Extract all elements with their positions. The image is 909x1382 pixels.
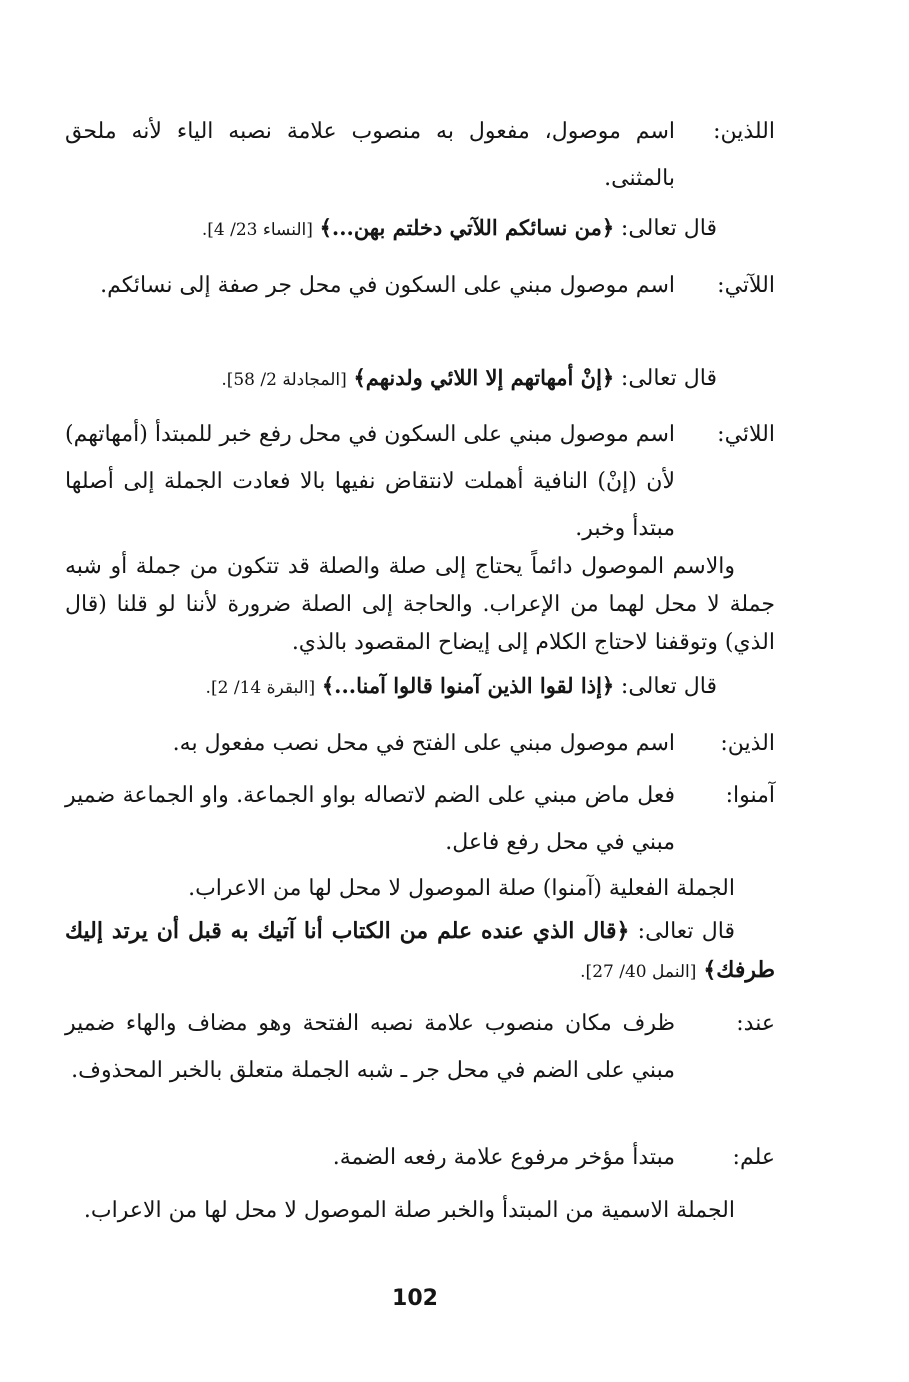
entry-term: اللائي:	[717, 422, 775, 447]
entry-definition: مبتدأ مؤخر مرفوع علامة رفعه الضمة.	[332, 1145, 675, 1170]
entry-term: الذين:	[720, 731, 775, 756]
quran-verse-baqara	[206, 668, 717, 706]
entry-term: آمنوا:	[725, 783, 775, 808]
paragraph-mawsul: والاسم الموصول دائماً يحتاج إلى صلة والصلة قد تتكون من جملة أو شبه جملة لا محل لهما من الإعراب. والحاجة إلى الصلة ضرورة لأننا لو قلنا (قال الذي) وتوقفنا لاحتاج الكلام إلى إيضاح المقصود بالذي.	[65, 554, 775, 655]
verse-reference: [المجادلة 2/ 58].	[221, 370, 347, 390]
verse-quote: ﴿قال الذي عنده علم من الكتاب أنا آتيك به قبل أن يرتد إليك طرفك﴾	[65, 918, 775, 983]
verse-reference: [البقرة 14/ 2].	[205, 678, 316, 698]
entry-term: اللذين:	[713, 119, 775, 144]
verse-reference: [النمل 40/ 27].	[580, 962, 697, 982]
verse-lead: قال تعالى:	[620, 674, 717, 699]
entry-definition: اسم موصول مبني على السكون في محل رفع خبر للمبتدأ (أمهاتهم) لأن (إنْ) النافية أهملت لانتقاض نفيها بالا فعادت الجملة إلى أصلها مبتدأ وخبر.	[65, 422, 675, 541]
verse-quote: ﴿من نسائكم اللآتي دخلتم بهن...﴾	[319, 215, 615, 240]
entry-allati	[65, 262, 775, 309]
quran-verse-mujadila	[221, 360, 717, 398]
page-number: 102	[392, 1286, 438, 1311]
entry-alladhayn	[65, 108, 775, 202]
entry-ilm	[65, 1134, 775, 1181]
verse-quote: ﴿إذا لقوا الذين آمنوا قالوا آمنا...﴾	[321, 673, 615, 698]
entry-inda	[65, 1000, 775, 1094]
paragraph-ismiya: الجملة الاسمية من المبتدأ والخبر صلة الموصول لا محل لها من الاعراب.	[83, 1198, 735, 1223]
verse-lead: قال تعالى:	[620, 216, 717, 241]
entry-term: علم:	[732, 1145, 775, 1170]
entry-definition: اسم موصول مبني على السكون في محل جر صفة إلى نسائكم.	[100, 273, 675, 298]
entry-definition: اسم موصول مبني على الفتح في محل نصب مفعول به.	[172, 731, 675, 756]
entry-allaei	[65, 411, 775, 552]
verse-reference: [النساء 23/ 4].	[201, 220, 313, 240]
paragraph-fi3liya: الجملة الفعلية (آمنوا) صلة الموصول لا محل لها من الاعراب.	[188, 876, 735, 901]
entry-term: عند:	[736, 1011, 775, 1036]
entry-definition: فعل ماض مبني على الضم لاتصاله بواو الجماعة. واو الجماعة ضمير مبني في محل رفع فاعل.	[65, 783, 675, 855]
entry-amanu	[65, 772, 775, 866]
entry-term: اللآتي:	[717, 273, 775, 298]
quran-verse-nisa	[202, 210, 717, 248]
entry-definition: ظرف مكان منصوب علامة نصبه الفتحة وهو مضاف والهاء ضمير مبني على الضم في محل جر ـ شبه الجملة متعلق بالخبر المحذوف.	[65, 1011, 675, 1083]
verse-lead: قال تعالى:	[637, 919, 736, 944]
verse-lead: قال تعالى:	[620, 366, 717, 391]
verse-quote: ﴿إنْ أمهاتهم إلا اللائي ولدنهم﴾	[353, 365, 615, 390]
paragraph-naml-verse	[65, 912, 775, 991]
entry-definition: اسم موصول، مفعول به منصوب علامة نصبه الياء لأنه ملحق بالمثنى.	[65, 119, 675, 191]
entry-alladhina	[65, 720, 775, 767]
